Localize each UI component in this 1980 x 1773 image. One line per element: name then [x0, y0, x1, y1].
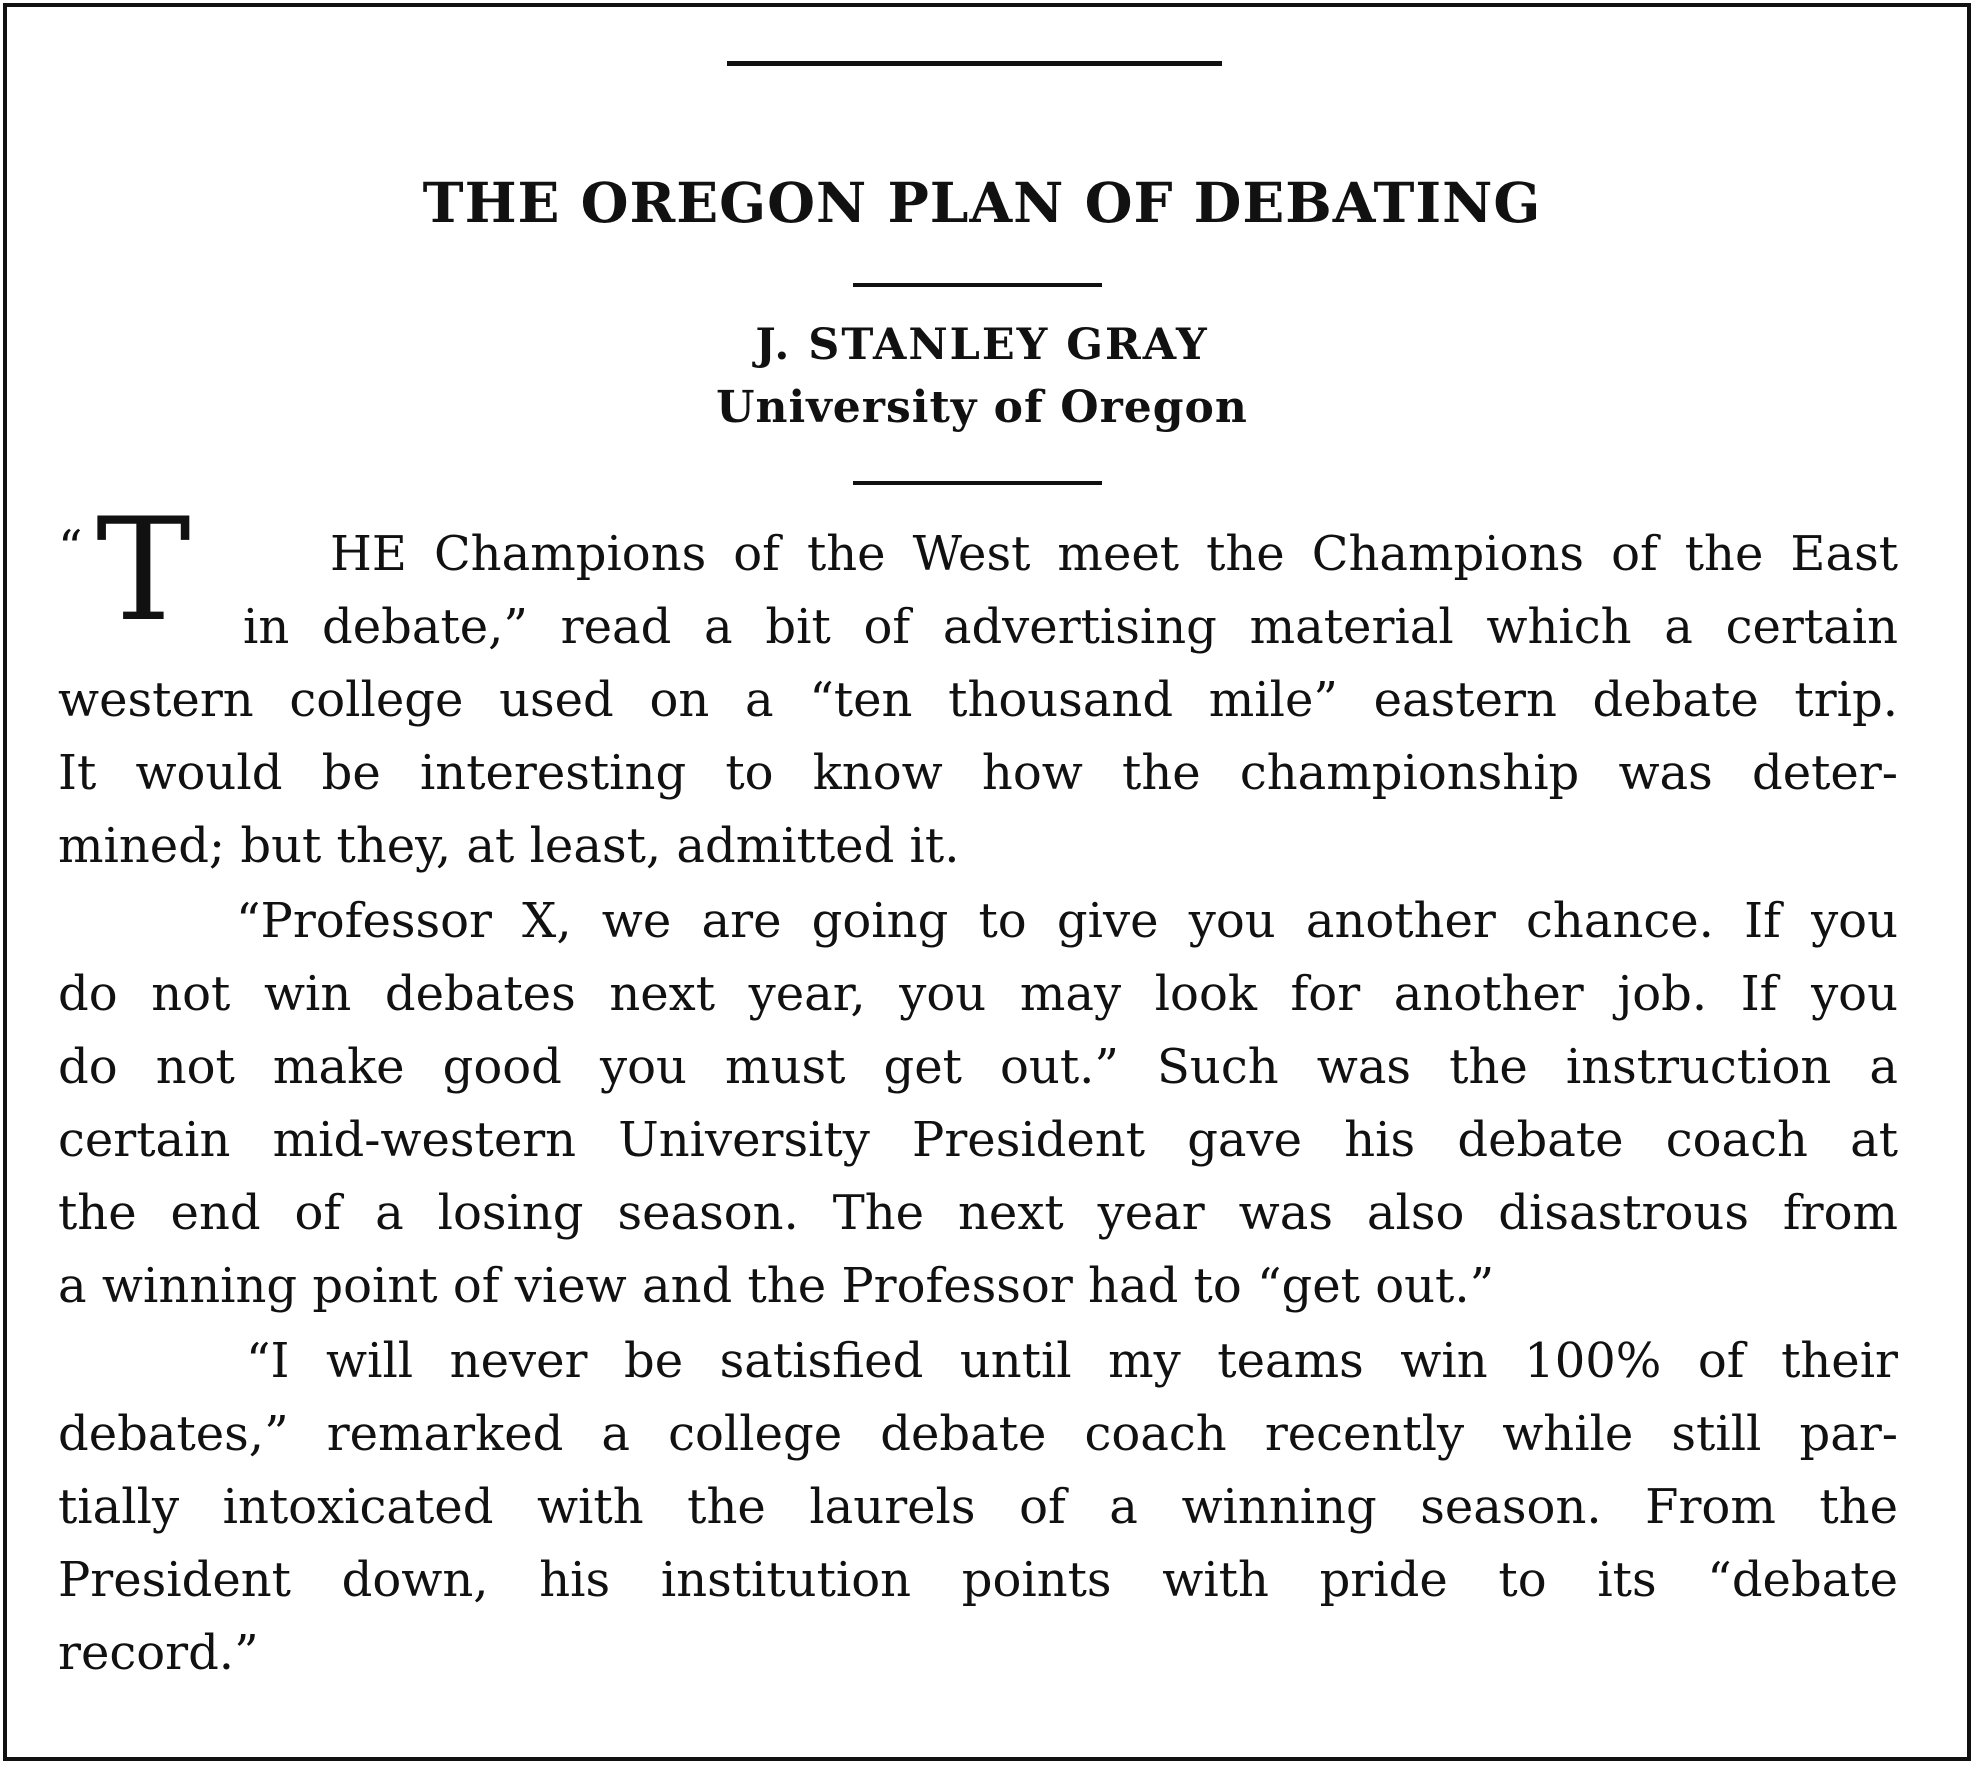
- text-line: It would be interesting to know how the championship was deter-: [58, 745, 1898, 801]
- text-line: a winning point of view and the Professor had to “get out.”: [58, 1258, 1495, 1314]
- text-line: “Professor X, we are going to give you another chance. If you: [236, 893, 1898, 949]
- title-rule: [853, 283, 1102, 287]
- text-line: do not win debates next year, you may look for another job. If you: [58, 966, 1898, 1022]
- author-name: J. STANLEY GRAY: [755, 320, 1209, 370]
- dropcap-letter: T: [96, 488, 191, 653]
- top-rule: [727, 61, 1222, 66]
- text-line: debates,” remarked a college debate coach recently while still par-: [58, 1406, 1898, 1462]
- text-line: tially intoxicated with the laurels of a winning season. From the: [58, 1479, 1898, 1535]
- text-line: do not make good you must get out.” Such was the instruction a: [58, 1039, 1898, 1095]
- text-line: western college used on a “ten thousand mile” eastern debate trip.: [58, 672, 1898, 728]
- text-line: President down, his institution points with pride to its “debate: [58, 1552, 1898, 1608]
- byline-rule: [853, 481, 1102, 485]
- article-title: THE OREGON PLAN OF DEBATING: [422, 170, 1542, 235]
- text-line: in debate,” read a bit of advertising material which a certain: [243, 599, 1898, 655]
- text-line: HE Champions of the West meet the Champions of the East: [330, 526, 1898, 582]
- text-line: record.”: [58, 1625, 259, 1681]
- text-line: “I will never be satisfied until my teams win 100% of their: [246, 1333, 1898, 1389]
- dropcap-quote: “: [58, 520, 83, 576]
- text-line: the end of a losing season. The next year was also disastrous from: [58, 1185, 1898, 1241]
- text-line: certain mid-western University President gave his debate coach at: [58, 1112, 1898, 1168]
- text-line: mined; but they, at least, admitted it.: [58, 818, 960, 874]
- author-affiliation: University of Oregon: [716, 382, 1248, 433]
